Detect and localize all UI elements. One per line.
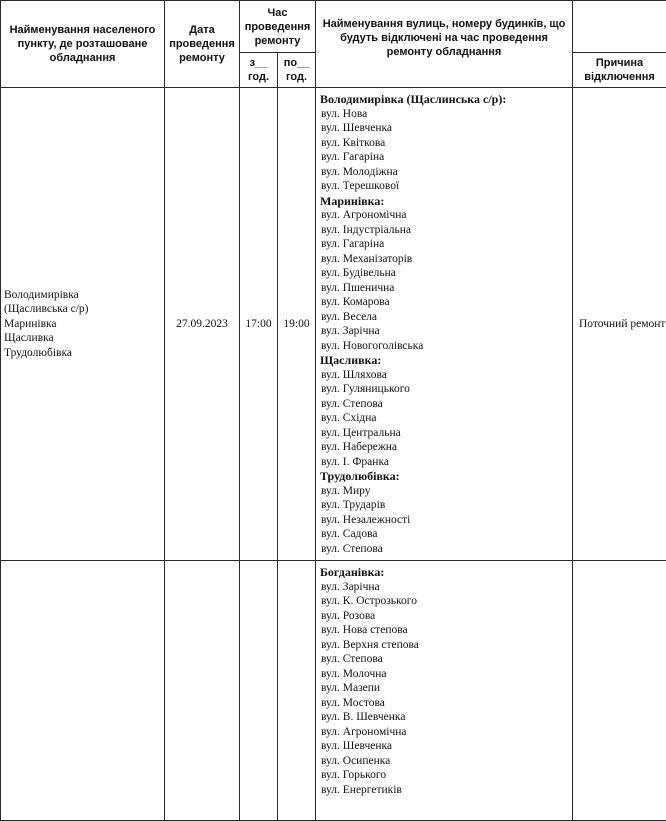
street-item: вул. Центральна xyxy=(320,426,572,441)
street-item: вул. Степова xyxy=(320,542,572,557)
empty-cell xyxy=(165,561,240,821)
street-item: вул. Молодіжна xyxy=(320,165,572,180)
street-item: вул. Новогоголівська xyxy=(320,339,572,354)
street-item: вул. Садова xyxy=(320,527,572,542)
street-item: вул. Мостова xyxy=(320,696,572,711)
street-item: вул. Мазепи xyxy=(320,681,572,696)
street-item: вул. Комарова xyxy=(320,295,572,310)
street-item: вул. Пшенична xyxy=(320,281,572,296)
street-item: вул. Незалежності xyxy=(320,513,572,528)
empty-cell xyxy=(1,561,165,821)
street-item: вул. Трударів xyxy=(320,498,572,513)
street-item: вул. Миру xyxy=(320,484,572,499)
settlement-line: Володимирівка xyxy=(4,288,164,303)
header-date: Дата проведення ремонту xyxy=(165,1,240,88)
settlement-line: Трудолюбівка xyxy=(4,346,164,361)
street-item: вул. Степова xyxy=(320,397,572,412)
header-reason-top xyxy=(573,1,666,53)
street-group-title: Володимирівка (Щаслинська с/р): xyxy=(320,92,572,107)
street-item: вул. Нова xyxy=(320,107,572,122)
street-item: вул. Квіткова xyxy=(320,136,572,151)
street-item: вул. Будівельна xyxy=(320,266,572,281)
street-item: вул. Східна xyxy=(320,411,572,426)
street-item: вул. Зарічна xyxy=(320,324,572,339)
empty-cell xyxy=(278,561,316,821)
header-settlement: Найменування населеного пункту, де розташоване обладнання xyxy=(1,1,165,88)
street-group-title: Щасливка: xyxy=(320,353,572,368)
street-item: вул. Агрономічна xyxy=(320,208,572,223)
street-item: вул. Верхня степова xyxy=(320,638,572,653)
street-group-title: Маринівка: xyxy=(320,194,572,209)
street-item: вул. Нова степова xyxy=(320,623,572,638)
outage-reason: Поточний ремонт xyxy=(573,88,666,561)
street-item: вул. Шевченка xyxy=(320,121,572,136)
street-item: вул. К. Острозького xyxy=(320,594,572,609)
header-time-to: по__ год. xyxy=(278,53,316,88)
street-item: вул. І. Франка xyxy=(320,455,572,470)
street-item: вул. Набережна xyxy=(320,440,572,455)
time-to: 19:00 xyxy=(278,88,316,561)
street-group-title: Богданівка: xyxy=(320,565,572,580)
street-item: вул. Індустріальна xyxy=(320,223,572,238)
time-from: 17:00 xyxy=(240,88,278,561)
street-item: вул. Весела xyxy=(320,310,572,325)
street-item: вул. Розова xyxy=(320,609,572,624)
empty-cell xyxy=(240,561,278,821)
repair-date: 27.09.2023 xyxy=(165,88,240,561)
street-item: вул. Гагаріна xyxy=(320,150,572,165)
header-streets: Найменування вулиць, номеру будинків, що будуть відключені на час проведення ремонту обладнання xyxy=(316,1,573,88)
street-item: вул. Агрономічна xyxy=(320,725,572,740)
header-reason: Причина відключення xyxy=(573,53,666,88)
street-item: вул. Гагаріна xyxy=(320,237,572,252)
street-item: вул. Терешкової xyxy=(320,179,572,194)
street-item: вул. Гуляницького xyxy=(320,382,572,397)
settlement-line: (Щасливська с/р) xyxy=(4,302,164,317)
street-item: вул. Горького xyxy=(320,768,572,783)
street-item: вул. В. Шевченка xyxy=(320,710,572,725)
street-item: вул. Зарічна xyxy=(320,580,572,595)
street-item: вул. Шевченка xyxy=(320,739,572,754)
street-item: вул. Степова xyxy=(320,652,572,667)
settlements-cell xyxy=(1,88,165,561)
street-item: вул. Молочна xyxy=(320,667,572,682)
street-item: вул. Механізаторів xyxy=(320,252,572,267)
street-group-title: Трудолюбівка: xyxy=(320,469,572,484)
street-item: вул. Шляхова xyxy=(320,368,572,383)
empty-cell xyxy=(573,561,666,821)
street-item: вул. Енергетиків xyxy=(320,783,572,798)
settlement-line: Маринівка xyxy=(4,317,164,332)
streets-cell xyxy=(316,88,573,561)
street-item: вул. Осипенка xyxy=(320,754,572,769)
header-time: Час проведення ремонту xyxy=(240,1,316,53)
settlement-line: Щасливка xyxy=(4,331,164,346)
header-time-from: з__ год. xyxy=(240,53,278,88)
streets-cell-2 xyxy=(316,561,573,821)
